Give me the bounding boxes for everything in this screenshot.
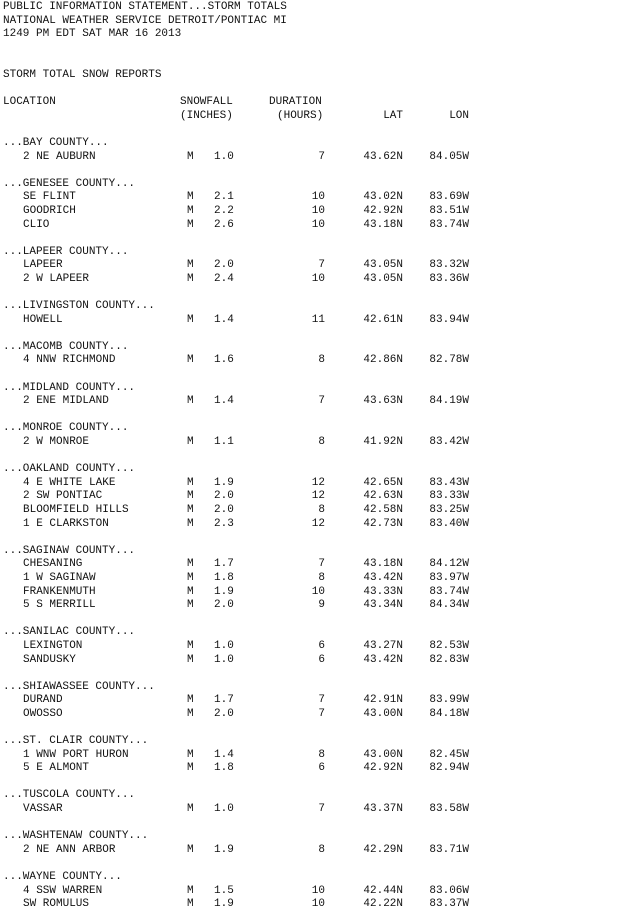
longitude-cell: 83.58W <box>429 803 469 816</box>
longitude-cell: 83.42W <box>429 436 469 448</box>
duration-cell: 10 <box>311 898 325 911</box>
county-heading: ...LIVINGSTON COUNTY... <box>3 300 155 313</box>
location-cell: 2 SW PONTIAC <box>23 490 103 503</box>
longitude-cell: 83.33W <box>429 490 469 503</box>
snowfall-cell: 2.0 <box>214 599 234 612</box>
latitude-cell: 43.02N <box>363 191 403 204</box>
spacer <box>3 857 635 871</box>
report-row <box>3 273 635 287</box>
longitude-cell: 84.19W <box>429 395 469 408</box>
duration-cell: 7 <box>318 558 325 571</box>
location-cell: 1 E CLARKSTON <box>23 517 109 530</box>
column-header-duration: DURATION <box>269 96 322 109</box>
duration-cell: 8 <box>318 748 325 761</box>
report-row <box>3 898 635 912</box>
latitude-cell: 43.18N <box>363 218 403 231</box>
snowfall-cell: 2.2 <box>214 204 234 217</box>
report-row <box>3 885 635 899</box>
report-row <box>3 314 635 328</box>
longitude-cell: 82.94W <box>429 762 469 775</box>
location-cell: 1 WNW PORT HURON <box>23 748 129 761</box>
longitude-cell: 82.45W <box>429 748 469 761</box>
report-row <box>3 259 635 273</box>
spacer <box>3 286 635 300</box>
duration-cell: 10 <box>311 191 325 204</box>
column-header-duration-unit: (HOURS) <box>277 109 324 122</box>
latitude-cell: 43.27N <box>363 639 403 652</box>
report-type-cell: M <box>187 354 194 367</box>
county-heading: ...ST. CLAIR COUNTY... <box>3 735 149 748</box>
longitude-cell: 83.43W <box>429 476 469 489</box>
duration-cell: 8 <box>318 354 325 367</box>
snowfall-cell: 1.4 <box>214 748 234 761</box>
report-row <box>3 558 635 572</box>
snowfall-cell: 1.6 <box>214 354 234 367</box>
spacer <box>3 42 635 56</box>
report-type-cell: M <box>187 490 194 503</box>
latitude-cell: 41.92N <box>363 436 403 448</box>
location-cell: 4 NNW RICHMOND <box>23 354 116 367</box>
report-type-cell: M <box>187 694 194 707</box>
latitude-cell: 43.05N <box>363 272 403 285</box>
report-type-cell: M <box>187 218 194 231</box>
storm-report-document <box>3 1 635 912</box>
location-cell: LAPEER <box>23 259 63 272</box>
duration-cell: 7 <box>318 694 325 707</box>
longitude-cell: 83.40W <box>429 517 469 530</box>
snowfall-cell: 1.9 <box>214 898 234 911</box>
longitude-cell: 83.69W <box>429 191 469 204</box>
longitude-cell: 84.18W <box>429 707 469 720</box>
issue-timestamp: 1249 PM EDT SAT MAR 16 2013 <box>3 28 182 41</box>
latitude-cell: 42.44N <box>363 884 403 897</box>
location-cell: OWOSSO <box>23 707 63 720</box>
location-cell: SANDUSKY <box>23 653 76 666</box>
latitude-cell: 43.62N <box>363 150 403 163</box>
county-heading: ...TUSCOLA COUNTY... <box>3 789 136 802</box>
snowfall-cell: 2.0 <box>214 259 234 272</box>
location-cell: 1 W SAGINAW <box>23 571 96 584</box>
column-header-lat: LAT <box>383 109 403 122</box>
report-row <box>3 436 635 450</box>
county-heading: ...GENESEE COUNTY... <box>3 177 136 190</box>
location-cell: VASSAR <box>23 803 63 816</box>
location-cell: CHESANING <box>23 558 83 571</box>
report-type-cell: M <box>187 803 194 816</box>
report-type-cell: M <box>187 898 194 911</box>
longitude-cell: 82.78W <box>429 354 469 367</box>
longitude-cell: 83.25W <box>429 503 469 516</box>
latitude-cell: 42.91N <box>363 694 403 707</box>
county-heading: ...WAYNE COUNTY... <box>3 871 122 883</box>
spacer <box>3 531 635 545</box>
snowfall-cell: 2.0 <box>214 490 234 503</box>
latitude-cell: 43.18N <box>363 558 403 571</box>
location-cell: 2 NE AUBURN <box>23 150 96 163</box>
longitude-cell: 84.05W <box>429 150 469 163</box>
report-row <box>3 395 635 409</box>
report-type-cell: M <box>187 150 194 163</box>
statement-title: PUBLIC INFORMATION STATEMENT...STORM TOTALS <box>3 1 287 13</box>
duration-cell: 10 <box>311 272 325 285</box>
county-heading: ...SANILAC COUNTY... <box>3 626 136 639</box>
report-type-cell: M <box>187 599 194 612</box>
location-cell: GOODRICH <box>23 204 76 217</box>
duration-cell: 7 <box>318 707 325 720</box>
longitude-cell: 84.12W <box>429 558 469 571</box>
spacer <box>3 123 635 137</box>
longitude-cell: 83.99W <box>429 694 469 707</box>
location-cell: FRANKENMUTH <box>23 585 96 598</box>
duration-cell: 9 <box>318 599 325 612</box>
snowfall-cell: 1.9 <box>214 476 234 489</box>
latitude-cell: 43.63N <box>363 395 403 408</box>
report-type-cell: M <box>187 558 194 571</box>
report-row <box>3 708 635 722</box>
county-heading: ...WASHTENAW COUNTY... <box>3 830 149 843</box>
snowfall-cell: 2.0 <box>214 707 234 720</box>
latitude-cell: 43.05N <box>363 259 403 272</box>
latitude-cell: 42.73N <box>363 517 403 530</box>
spacer <box>3 409 635 423</box>
spacer <box>3 164 635 178</box>
latitude-cell: 43.00N <box>363 707 403 720</box>
location-cell: 2 W MONROE <box>23 436 90 448</box>
report-row <box>3 803 635 817</box>
spacer <box>3 83 635 97</box>
duration-cell: 8 <box>318 503 325 516</box>
latitude-cell: 43.00N <box>363 748 403 761</box>
spacer <box>3 721 635 735</box>
latitude-cell: 43.37N <box>363 803 403 816</box>
location-cell: BLOOMFIELD HILLS <box>23 503 129 516</box>
location-cell: 5 S MERRILL <box>23 599 96 612</box>
report-type-cell: M <box>187 204 194 217</box>
snowfall-cell: 1.0 <box>214 803 234 816</box>
snowfall-cell: 1.8 <box>214 571 234 584</box>
column-header-row <box>3 96 635 110</box>
duration-cell: 6 <box>318 762 325 775</box>
spacer <box>3 776 635 790</box>
snowfall-cell: 1.0 <box>214 639 234 652</box>
report-type-cell: M <box>187 191 194 204</box>
report-type-cell: M <box>187 272 194 285</box>
duration-cell: 7 <box>318 259 325 272</box>
duration-cell: 12 <box>311 490 325 503</box>
latitude-cell: 43.42N <box>363 653 403 666</box>
report-type-cell: M <box>187 436 194 448</box>
longitude-cell: 83.06W <box>429 884 469 897</box>
duration-cell: 12 <box>311 517 325 530</box>
location-cell: SE FLINT <box>23 191 76 204</box>
report-type-cell: M <box>187 517 194 530</box>
latitude-cell: 42.86N <box>363 354 403 367</box>
latitude-cell: 42.58N <box>363 503 403 516</box>
report-type-cell: M <box>187 653 194 666</box>
report-row <box>3 572 635 586</box>
longitude-cell: 82.83W <box>429 653 469 666</box>
longitude-cell: 83.74W <box>429 585 469 598</box>
snowfall-cell: 1.4 <box>214 313 234 326</box>
location-cell: SW ROMULUS <box>23 898 90 911</box>
duration-cell: 6 <box>318 639 325 652</box>
snowfall-cell: 1.7 <box>214 694 234 707</box>
snowfall-cell: 1.9 <box>214 843 234 856</box>
duration-cell: 8 <box>318 571 325 584</box>
report-type-cell: M <box>187 503 194 516</box>
column-header-lon: LON <box>449 109 469 122</box>
county-heading: ...OAKLAND COUNTY... <box>3 463 136 476</box>
county-report-list <box>3 123 635 911</box>
location-cell: 2 W LAPEER <box>23 272 90 285</box>
duration-cell: 10 <box>311 585 325 598</box>
report-row <box>3 599 635 613</box>
report-type-cell: M <box>187 843 194 856</box>
report-type-cell: M <box>187 762 194 775</box>
latitude-cell: 42.61N <box>363 313 403 326</box>
location-cell: 5 E ALMONT <box>23 762 90 775</box>
report-row <box>3 191 635 205</box>
latitude-cell: 42.65N <box>363 476 403 489</box>
longitude-cell: 83.74W <box>429 218 469 231</box>
spacer <box>3 817 635 831</box>
duration-cell: 11 <box>311 313 325 326</box>
location-cell: CLIO <box>23 218 50 231</box>
report-row <box>3 477 635 491</box>
column-header-snowfall-unit: (INCHES) <box>180 109 233 122</box>
report-type-cell: M <box>187 585 194 598</box>
spacer <box>3 327 635 341</box>
report-row <box>3 844 635 858</box>
longitude-cell: 83.97W <box>429 571 469 584</box>
location-cell: 2 ENE MIDLAND <box>23 395 109 408</box>
snowfall-cell: 2.1 <box>214 191 234 204</box>
snowfall-cell: 1.0 <box>214 150 234 163</box>
latitude-cell: 42.92N <box>363 762 403 775</box>
location-cell: 2 NE ANN ARBOR <box>23 843 116 856</box>
report-row <box>3 490 635 504</box>
latitude-cell: 42.29N <box>363 843 403 856</box>
longitude-cell: 83.36W <box>429 272 469 285</box>
report-type-cell: M <box>187 884 194 897</box>
duration-cell: 12 <box>311 476 325 489</box>
longitude-cell: 83.32W <box>429 259 469 272</box>
duration-cell: 7 <box>318 395 325 408</box>
report-row <box>3 694 635 708</box>
spacer <box>3 613 635 627</box>
report-type-cell: M <box>187 748 194 761</box>
snowfall-cell: 1.1 <box>214 436 234 448</box>
report-row <box>3 151 635 165</box>
county-heading: ...MACOMB COUNTY... <box>3 340 129 353</box>
location-cell: DURAND <box>23 694 63 707</box>
longitude-cell: 82.53W <box>429 639 469 652</box>
duration-cell: 10 <box>311 204 325 217</box>
spacer <box>3 450 635 464</box>
report-type-cell: M <box>187 571 194 584</box>
spacer <box>3 55 635 69</box>
county-heading: ...SAGINAW COUNTY... <box>3 544 136 557</box>
longitude-cell: 83.94W <box>429 313 469 326</box>
spacer <box>3 667 635 681</box>
column-header-units-row <box>3 110 635 124</box>
report-type-cell: M <box>187 313 194 326</box>
longitude-cell: 83.71W <box>429 843 469 856</box>
duration-cell: 10 <box>311 218 325 231</box>
report-row <box>3 504 635 518</box>
location-cell: LEXINGTON <box>23 639 83 652</box>
snowfall-cell: 2.0 <box>214 503 234 516</box>
duration-cell: 6 <box>318 653 325 666</box>
location-cell: 4 SSW WARREN <box>23 884 103 897</box>
report-row <box>3 749 635 763</box>
report-row <box>3 354 635 368</box>
report-row <box>3 654 635 668</box>
snowfall-cell: 1.7 <box>214 558 234 571</box>
latitude-cell: 43.42N <box>363 571 403 584</box>
report-row <box>3 586 635 600</box>
duration-cell: 8 <box>318 436 325 448</box>
latitude-cell: 42.92N <box>363 204 403 217</box>
report-type-cell: M <box>187 476 194 489</box>
snowfall-cell: 2.6 <box>214 218 234 231</box>
snowfall-cell: 1.5 <box>214 884 234 897</box>
duration-cell: 8 <box>318 843 325 856</box>
latitude-cell: 42.22N <box>363 898 403 911</box>
report-type-cell: M <box>187 259 194 272</box>
report-type-cell: M <box>187 707 194 720</box>
report-row <box>3 640 635 654</box>
duration-cell: 7 <box>318 803 325 816</box>
snowfall-cell: 1.0 <box>214 653 234 666</box>
report-row <box>3 518 635 532</box>
county-heading: ...SHIAWASSEE COUNTY... <box>3 680 155 693</box>
county-heading: ...BAY COUNTY... <box>3 136 109 149</box>
issuing-office: NATIONAL WEATHER SERVICE DETROIT/PONTIAC MI <box>3 14 287 27</box>
duration-cell: 10 <box>311 884 325 897</box>
snowfall-cell: 2.4 <box>214 272 234 285</box>
county-heading: ...MIDLAND COUNTY... <box>3 381 136 394</box>
snowfall-cell: 1.8 <box>214 762 234 775</box>
county-heading: ...LAPEER COUNTY... <box>3 245 129 258</box>
spacer <box>3 368 635 382</box>
county-heading: ...MONROE COUNTY... <box>3 422 129 435</box>
duration-cell: 7 <box>318 150 325 163</box>
report-row <box>3 219 635 233</box>
column-header-location: LOCATION <box>3 96 56 109</box>
latitude-cell: 42.63N <box>363 490 403 503</box>
report-type-cell: M <box>187 639 194 652</box>
latitude-cell: 43.33N <box>363 585 403 598</box>
report-row <box>3 205 635 219</box>
longitude-cell: 84.34W <box>429 599 469 612</box>
snowfall-cell: 2.3 <box>214 517 234 530</box>
longitude-cell: 83.37W <box>429 898 469 911</box>
location-cell: HOWELL <box>23 313 63 326</box>
latitude-cell: 43.34N <box>363 599 403 612</box>
column-header-snowfall: SNOWFALL <box>180 96 233 109</box>
snowfall-cell: 1.9 <box>214 585 234 598</box>
longitude-cell: 83.51W <box>429 204 469 217</box>
report-title: STORM TOTAL SNOW REPORTS <box>3 68 162 81</box>
report-type-cell: M <box>187 395 194 408</box>
snowfall-cell: 1.4 <box>214 395 234 408</box>
report-row <box>3 762 635 776</box>
spacer <box>3 232 635 246</box>
location-cell: 4 E WHITE LAKE <box>23 476 116 489</box>
